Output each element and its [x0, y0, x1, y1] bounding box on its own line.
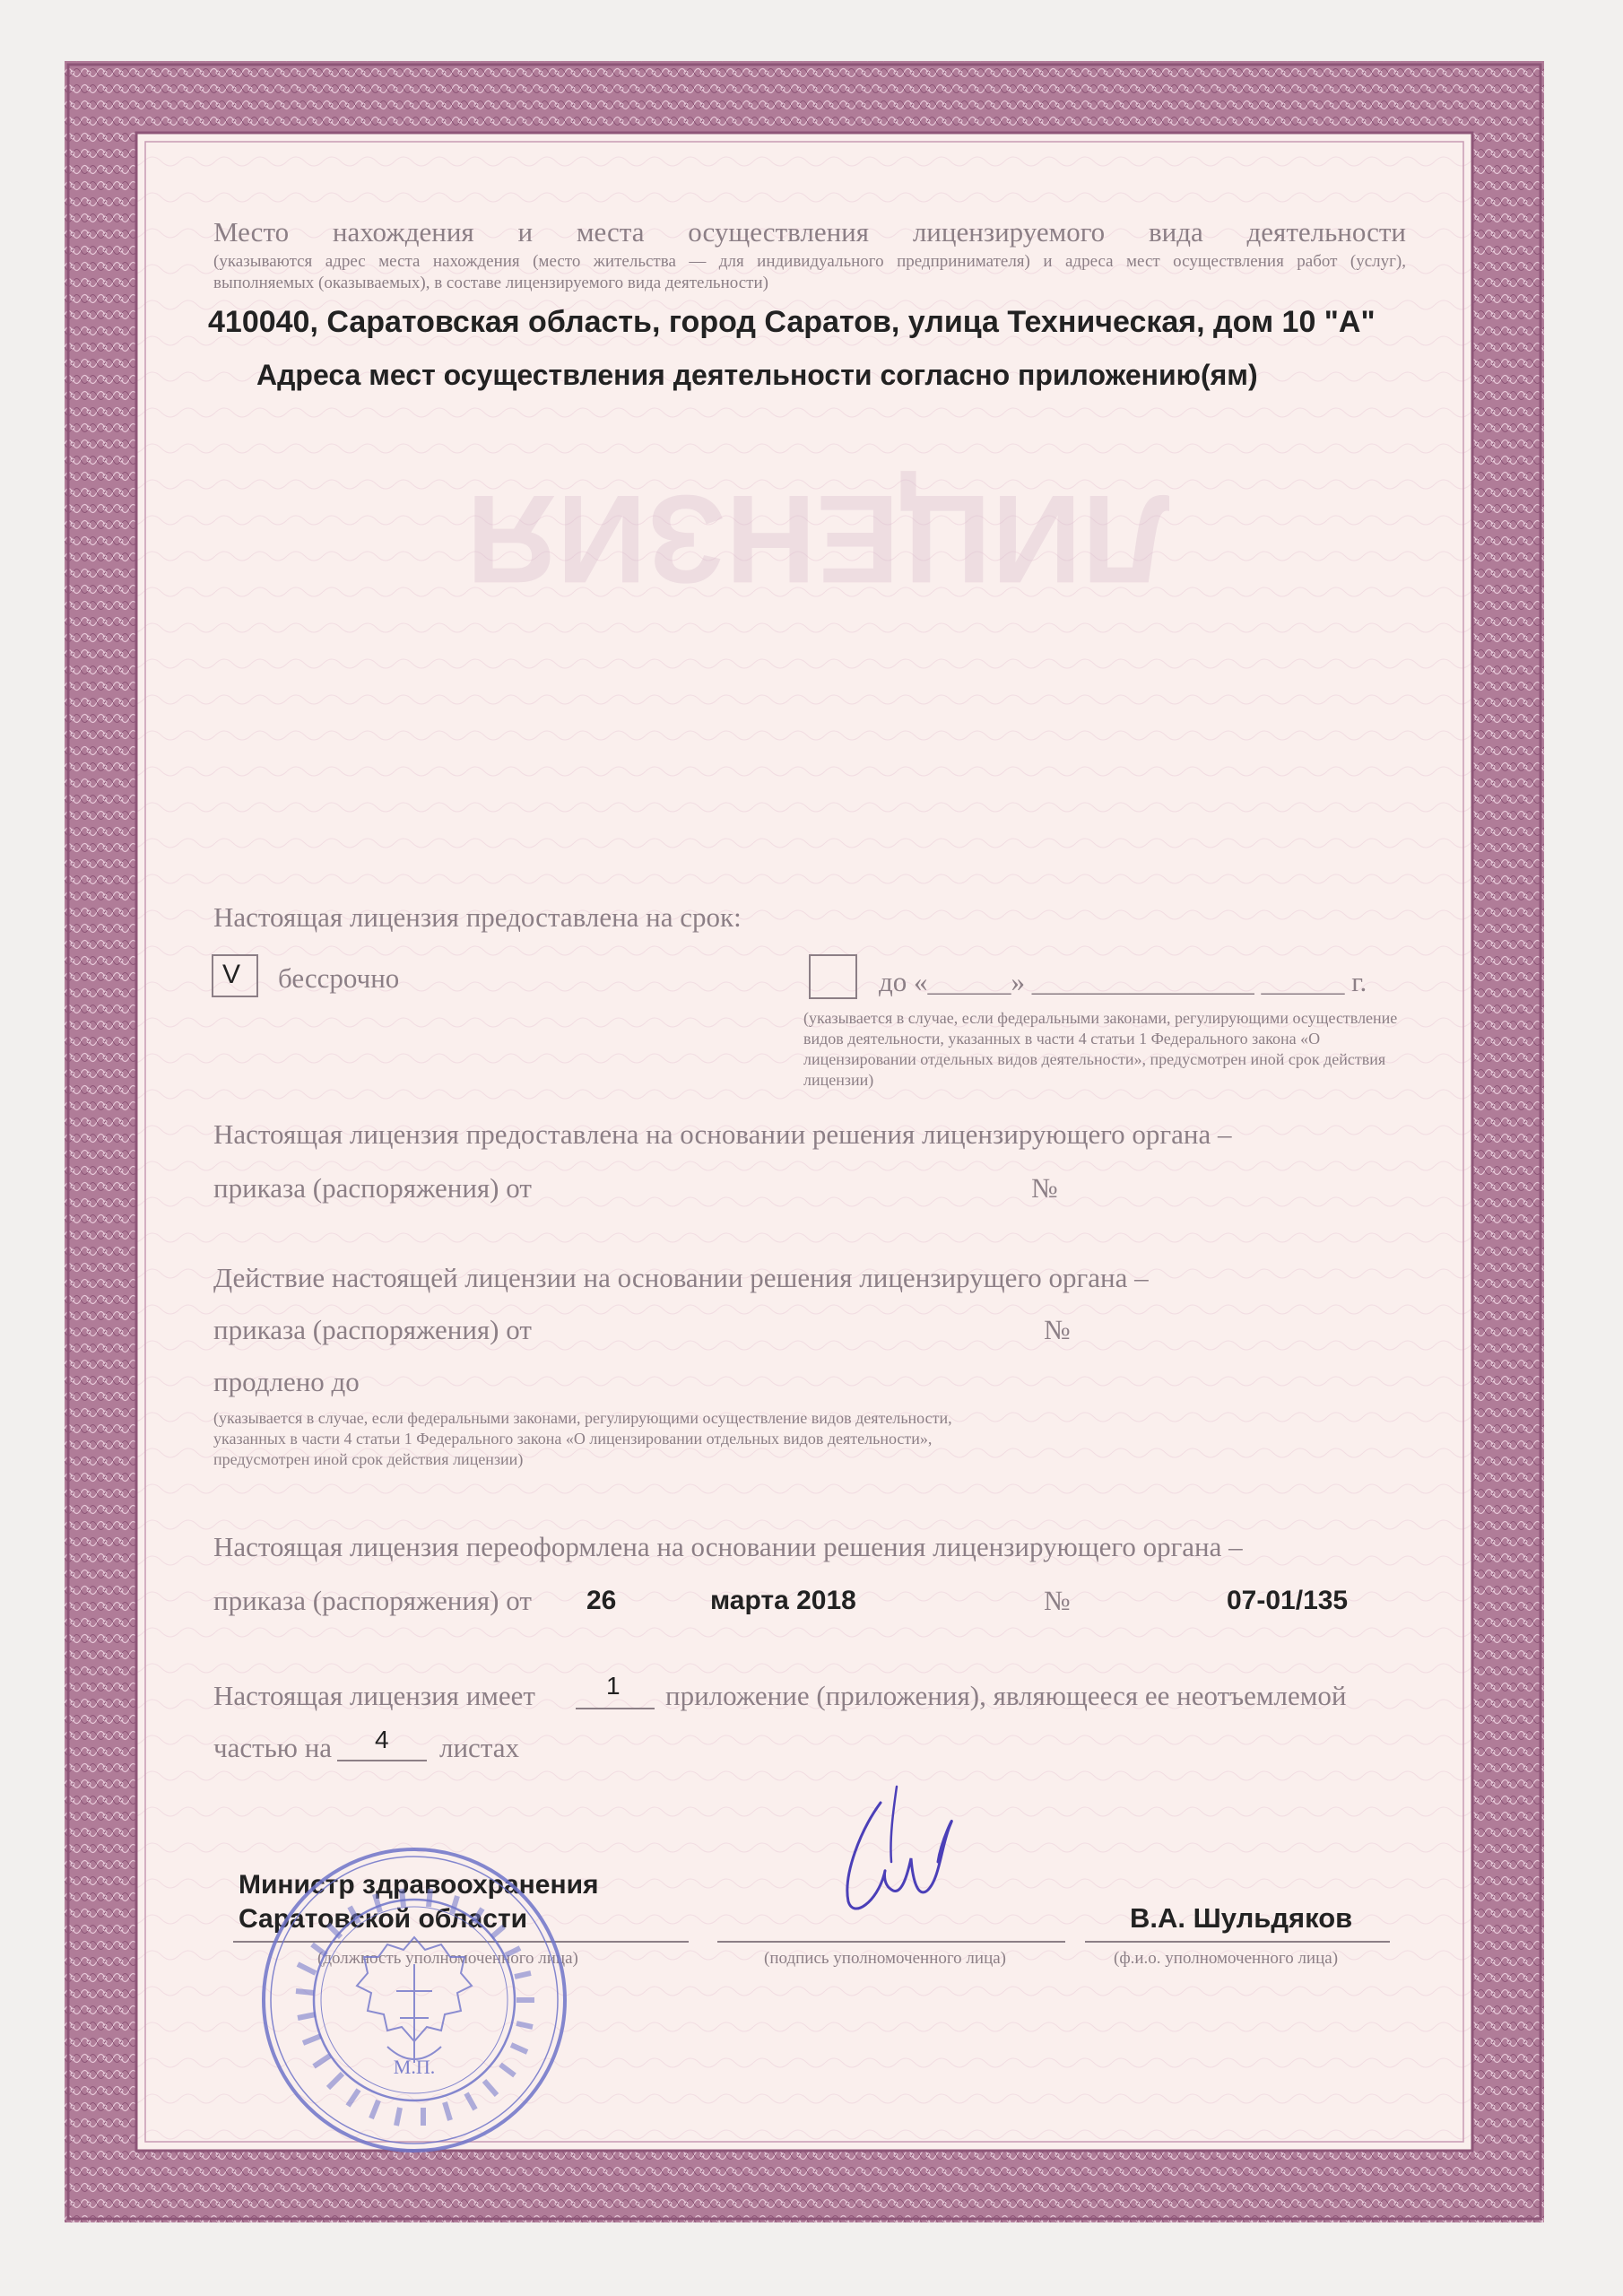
name-line: [1085, 1941, 1390, 1943]
extension-order-label: приказа (распоряжения) от: [213, 1314, 532, 1345]
address-value: 410040, Саратовская область, город Саратов, улица Техническая, дом 10 "А": [208, 305, 1376, 339]
address-hint-line2: выполняемых (оказываемых), в составе лицензируемого вида деятельности): [213, 274, 768, 292]
sheets-count-line: [337, 1760, 427, 1761]
seal-place-label: М.П.: [393, 2056, 436, 2078]
signature-caption: (подпись уполномоченного лица): [764, 1949, 1007, 1968]
perpetual-label: бессрочно: [278, 962, 400, 994]
position-line2: Саратовской области: [239, 1904, 528, 1934]
reissue-month-year: марта 2018: [710, 1586, 856, 1615]
checkbox-mark: V: [222, 960, 241, 989]
extension-heading: Действие настоящей лицензии на основании решения лицензирущего органа –: [213, 1262, 1149, 1293]
term-heading: Настоящая лицензия предоставлена на срок:: [213, 901, 742, 933]
address-heading: Место нахождения и места осуществления лицензируемого вида деятельности: [213, 216, 1406, 248]
extension-hint: (указывается в случае, если федеральными законами, регулирующими осуществление видов деятельности, указанных в части 4 статьи 1 Федерального закона «О лицензировании отдельных видов деятельности», предусмотрен иной срок действия лицензии): [213, 1409, 952, 1468]
appendix-count-line: [576, 1708, 655, 1709]
basis-heading: Настоящая лицензия предоставлена на основании решения лицензирующего органа –: [213, 1118, 1232, 1150]
basis-number-sign: №: [1031, 1172, 1058, 1204]
reissue-number-sign: №: [1044, 1585, 1071, 1616]
reissue-order-label: приказа (распоряжения) от: [213, 1585, 532, 1616]
signature-line: [717, 1941, 1065, 1943]
extension-number-sign: №: [1044, 1314, 1071, 1345]
reissue-number: 07-01/135: [1227, 1586, 1349, 1615]
appendix-count: 1: [606, 1672, 621, 1700]
until-checkbox[interactable]: [809, 954, 857, 999]
reissue-day: 26: [586, 1586, 617, 1615]
official-seal: [253, 1839, 576, 2161]
name-caption: (ф.и.о. уполномоченного лица): [1114, 1949, 1339, 1968]
appendix-text-after-count: приложение (приложения), являющееся ее неотъемлемой: [665, 1680, 1347, 1711]
extended-until-label: продлено до: [213, 1366, 360, 1397]
appendix-text-before-count: Настоящая лицензия имеет: [213, 1680, 535, 1711]
position-caption: (должность уполномоченного лица): [317, 1949, 578, 1968]
signer-name: В.А. Шульдяков: [1130, 1902, 1353, 1934]
appendix-note: Адреса мест осуществления деятельности согласно приложению(ям): [256, 359, 1258, 391]
until-date-line: до «______» ________________ ______ г.: [879, 966, 1367, 997]
show-through-title: ЛИЦЕНЗИЯ: [466, 469, 1170, 610]
perpetual-checkbox[interactable]: [212, 954, 258, 997]
appendix-text-after-sheets: листах: [439, 1732, 520, 1763]
sheets-count: 4: [375, 1726, 389, 1753]
until-hint: (указывается в случае, если федеральными законами, регулирующими осуществление видов деятельности, указанных в части 4 статьи 1 Федерального закона «О лицензировании отдельных видов деятельности», предусмотрен иной срок действия лицензии): [803, 1009, 1398, 1089]
appendix-text-before-sheets: частью на: [213, 1732, 333, 1763]
address-hint-line1: (указываются адрес места нахождения (место жительства — для индивидуального предпринимателя) и адреса мест осуществления работ (услуг),: [213, 252, 1406, 271]
basis-order-label: приказа (распоряжения) от: [213, 1172, 532, 1204]
reissue-heading: Настоящая лицензия переоформлена на основании решения лицензирующего органа –: [213, 1531, 1243, 1562]
position-line1: Министр здравоохранения: [239, 1870, 599, 1900]
handwritten-signature: [807, 1776, 986, 1928]
